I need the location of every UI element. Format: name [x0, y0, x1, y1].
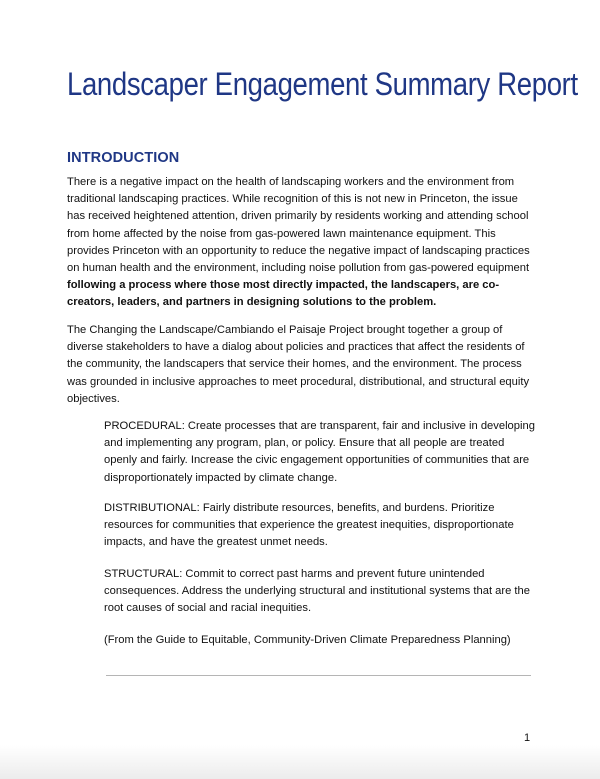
- equity-structural: STRUCTURAL: Commit to correct past harms and prevent future unintended consequences. Address the underlying structural and institutional systems that are the root causes of social and racial inequities.: [104, 568, 530, 615]
- source-citation: (From the Guide to Equitable, Community-Driven Climate Preparedness Planning): [104, 634, 511, 646]
- horizontal-divider: [106, 675, 531, 676]
- intro-paragraph-2: The Changing the Landscape/Cambiando el Paisaje Project brought together a group of diverse stakeholders to have a dialog about policies and practices that affect the residents of the community, the landscapers that service their homes, and the environment. The process was grounded in inclusive approaches to meet procedural, distributional, and structural equity objectives.: [67, 324, 530, 405]
- equity-procedural: PROCEDURAL: Create processes that are transparent, fair and inclusive in developing and implementing any program, plan, or policy. Ensure that all people are treated openly and fairly. Increase the civic engagement opportunities of communities that are disproportionately impacted by climate change.: [104, 420, 535, 484]
- intro-paragraph-1: [67, 174, 537, 312]
- section-heading-introduction: INTRODUCTION: [67, 150, 180, 166]
- page-bottom-edge: [0, 745, 600, 779]
- page-number: 1: [524, 732, 531, 744]
- report-title: Landscaper Engagement Summary Report: [67, 66, 578, 102]
- intro-paragraph-1-plain: There is a negative impact on the health of landscaping workers and the environment from traditional landscaping practices. While recognition of this is not new in Princeton, the issue has received heightened attention, driven primarily by residents working and attending school from home affected by the noise from gas-powered lawn maintenance equipment. This provides Princeton with an opportunity to reduce the negative impact of landscaping practices on human health and the environment, including noise pollution from gas-powered equipment: [67, 176, 530, 275]
- equity-distributional: DISTRIBUTIONAL: Fairly distribute resources, benefits, and burdens. Prioritize resources for communities that experience the greatest inequities, disproportionate impacts, and have the greatest unmet needs.: [104, 502, 514, 549]
- intro-paragraph-1-bold: following a process where those most directly impacted, the landscapers, are co-creators, leaders, and partners in designing solutions to the problem.: [67, 279, 500, 309]
